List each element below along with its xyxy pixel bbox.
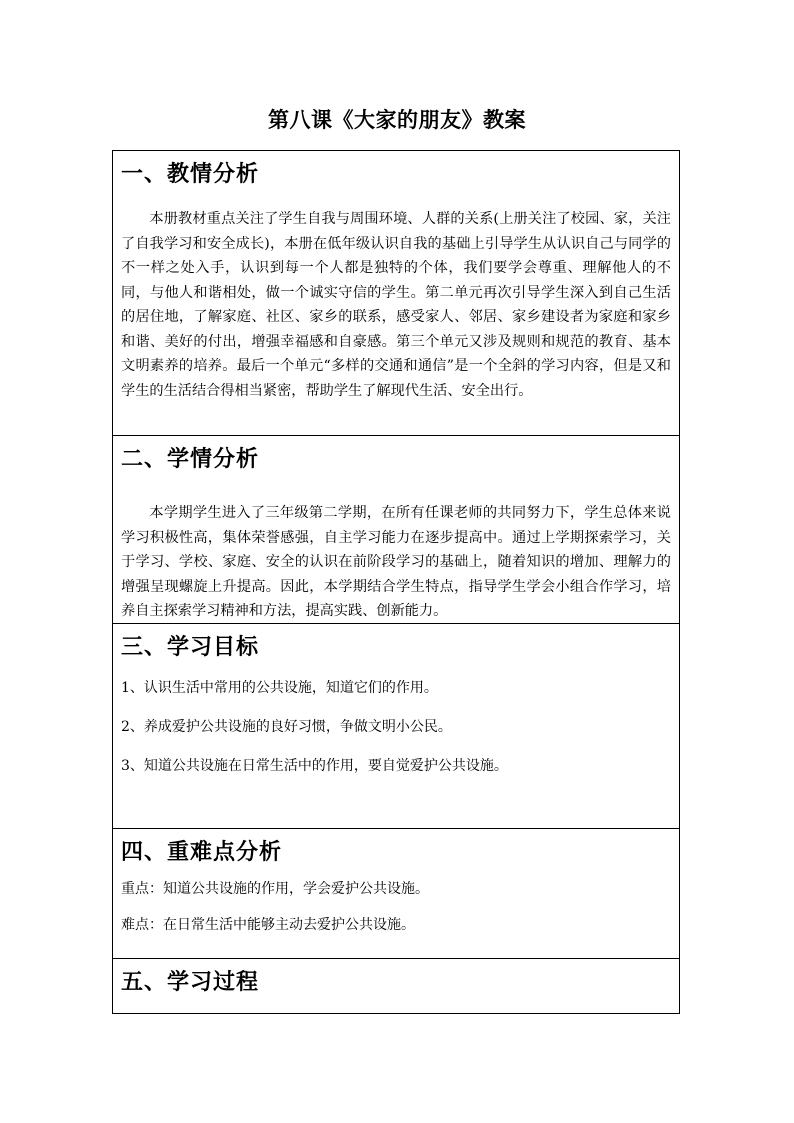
objective-item: 3、知道公共设施在日常生活中的作用，要自觉爱护公共设施。 <box>121 758 508 774</box>
section-heading: 四、重难点分析 <box>121 839 283 865</box>
document-title: 第八课《大家的朋友》教案 <box>268 107 526 132</box>
section-body <box>121 207 671 403</box>
objective-item: 1、认识生活中常用的公共设施，知道它们的作用。 <box>121 680 438 696</box>
section-heading: 三、学习目标 <box>121 634 260 660</box>
section-body <box>121 501 671 624</box>
section-body <box>121 678 671 795</box>
learner-analysis-paragraph: 本学期学生进入了三年级第二学期，在所有任课老师的共同努力下，学生总体来说学习积极性高，集体荣誉感强，自主学习能力在逐步提高中。通过上学期探索学习，关于学习、学校、家庭、安全的认识在前阶段学习的基础上，随着知识的增加、理解力的增强呈现螺旋上升提高。因此，本学期结合学生特点，指导学生学会小组合作学习，培养自主探索学习精神和方法，提高实践、创新能力。 <box>121 505 671 619</box>
objective-item: 2、养成爱护公共设施的良好习惯，争做文明小公民。 <box>121 719 452 735</box>
section-learning-process <box>113 959 679 1013</box>
section-body <box>121 879 671 951</box>
section-teaching-analysis <box>113 151 679 436</box>
lesson-plan-table <box>112 150 680 1014</box>
section-key-difficult-points <box>113 829 679 959</box>
key-point-item: 重点：知道公共设施的作用，学会爱护公共设施。 <box>121 881 429 897</box>
teaching-analysis-paragraph: 本册教材重点关注了学生自我与周围环境、人群的关系(上册关注了校园、家，关注了自我学习和安全成长)，本册在低年级认识自我的基础上引导学生从认识自己与同学的不一样之处入手，认识到每一个人都是独特的个体，我们要学会尊重、理解他人的不同，与他人和谐相处，做一个诚实守信的学生。第二单元再次引导学生深入到自己生活的居住地，了解家庭、社区、家乡的联系，感受家人、邻居、家乡建设者为家庭和家乡和谐、美好的付出，增强幸福感和自豪感。第三个单元又涉及规则和规范的教育、基本文明素养的培养。最后一个单元“多样的交通和通信”是一个全斜的学习内容，但是又和学生的生活结合得相当紧密，帮助学生了解现代生活、安全出行。 <box>121 211 671 399</box>
section-learner-analysis <box>113 436 679 624</box>
section-learning-objectives <box>113 624 679 829</box>
difficult-point-item: 难点：在日常生活中能够主动去爱护公共设施。 <box>121 917 415 933</box>
section-heading: 二、学情分析 <box>121 446 260 472</box>
section-heading: 一、教情分析 <box>121 161 260 187</box>
section-heading: 五、学习过程 <box>121 969 260 995</box>
